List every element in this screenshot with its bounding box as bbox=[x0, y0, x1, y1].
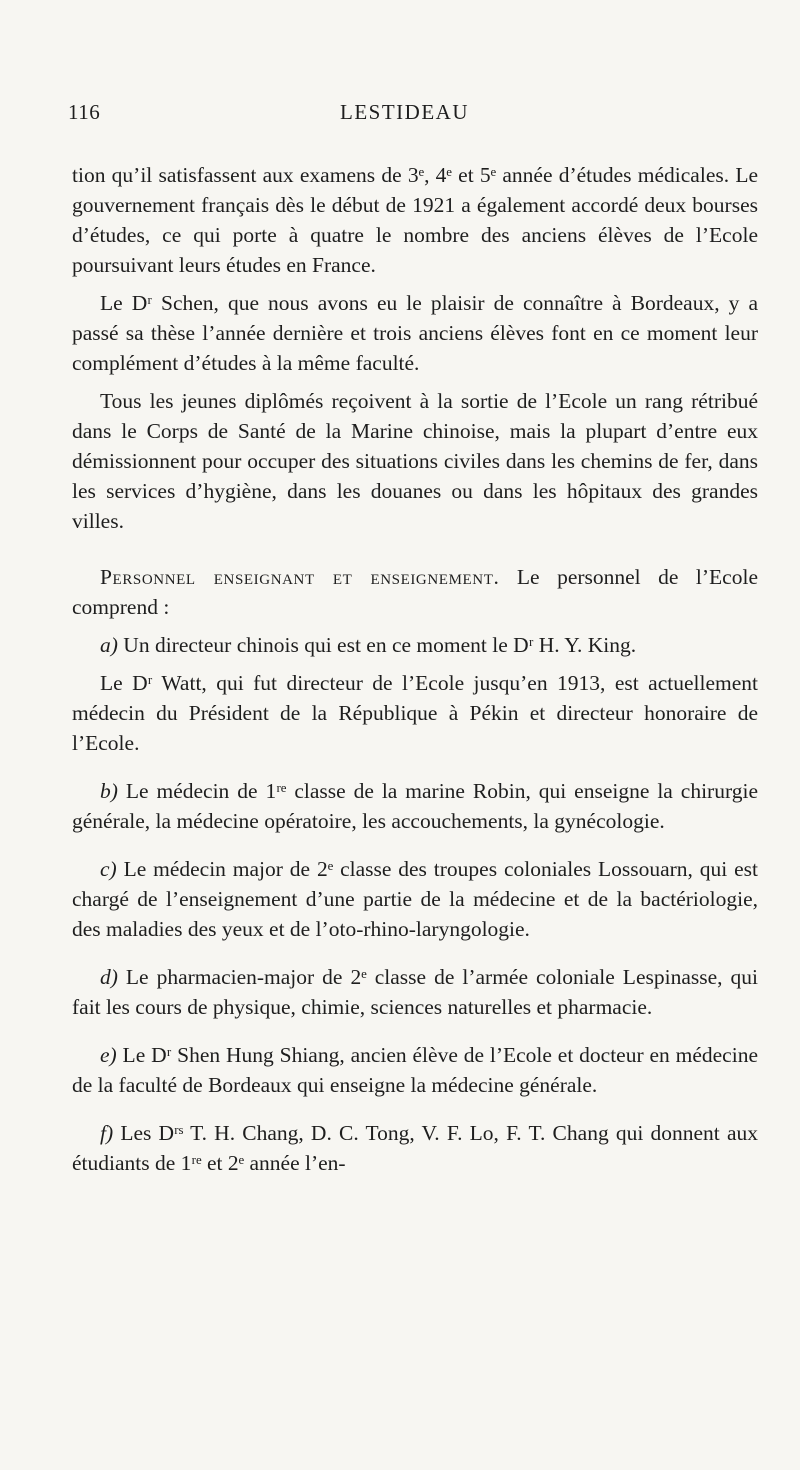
running-head bbox=[68, 100, 758, 134]
paragraph-text: Tous les jeunes diplômés reçoivent à la sortie de l’Ecole un rang rétribué dans le Corps de Santé de la Marine chinoise, mais la plupart d’entre eux démissionnent pour occuper des situations civiles dans les chemins de fer, dans les services d’hygiène, dans les douanes ou dans les hôpitaux des grandes villes. bbox=[72, 389, 758, 533]
list-item-e bbox=[72, 1040, 758, 1100]
list-item-a bbox=[72, 630, 758, 660]
item-text: Le médecin major de 2ᵉ classe des troupes coloniales Lossouarn, qui est chargé de l’enseignement d’une partie de la médecine et de la bactériologie, des maladies des yeux et de l’oto-rhino-laryngologie. bbox=[72, 857, 758, 941]
item-label: a) bbox=[100, 633, 118, 657]
list-item-c bbox=[72, 854, 758, 944]
body-text bbox=[72, 160, 758, 1196]
item-label: c) bbox=[100, 857, 117, 881]
page-number: 116 bbox=[68, 100, 101, 124]
paragraph-dr-schen bbox=[72, 288, 758, 378]
item-text: Un directeur chinois qui est en ce moment le Dʳ H. Y. King. bbox=[117, 633, 637, 657]
paragraph-dr-watt bbox=[72, 668, 758, 758]
list-item-b bbox=[72, 776, 758, 836]
paragraph-text: tion qu’il satisfassent aux examens de 3ᵉ, 4ᵉ et 5ᵉ année d’études médicales. Le gouvernement français dès le début de 1921 a également accordé deux bourses d’études, ce qui porte à quatre le nombre des anciens élèves de l’Ecole poursuivant leurs études en France. bbox=[72, 163, 758, 277]
item-text: Le Dʳ Shen Hung Shiang, ancien élève de l’Ecole et docteur en médecine de la faculté de Bordeaux qui enseigne la médecine générale. bbox=[72, 1043, 758, 1097]
paragraph-text: Le Dʳ Schen, que nous avons eu le plaisir de connaître à Bordeaux, y a passé sa thèse l’année dernière et trois anciens élèves font en ce moment leur complément d’études à la même faculté. bbox=[72, 291, 758, 375]
paragraph-text: Le Dʳ Watt, qui fut directeur de l’Ecole jusqu’en 1913, est actuellement médecin du Président de la République à Pékin et directeur honoraire de l’Ecole. bbox=[72, 671, 758, 755]
item-text: Le pharmacien-major de 2ᵉ classe de l’armée coloniale Lespinasse, qui fait les cours de physique, chimie, sciences naturelles et pharmacie. bbox=[72, 965, 758, 1019]
item-text: Le médecin de 1ʳᵉ classe de la marine Robin, qui enseigne la chirurgie générale, la médecine opératoire, les accouchements, la gynécologie. bbox=[72, 779, 758, 833]
item-label: e) bbox=[100, 1043, 117, 1067]
list-item-d bbox=[72, 962, 758, 1022]
paragraph-graduates bbox=[72, 386, 758, 536]
paragraph-text: Le personnel de l’Ecole comprend : bbox=[72, 565, 758, 619]
list-item-f bbox=[72, 1118, 758, 1178]
paragraph-continuation bbox=[72, 160, 758, 280]
item-label: b) bbox=[100, 779, 118, 803]
running-title: LESTIDEAU bbox=[340, 100, 469, 124]
section-heading: Personnel enseignant et enseignement. bbox=[100, 565, 500, 589]
item-label: d) bbox=[100, 965, 118, 989]
item-text: Les Dʳˢ T. H. Chang, D. C. Tong, V. F. Lo, F. T. Chang qui donnent aux étudiants de 1ʳᵉ et 2ᵉ année l’en- bbox=[72, 1121, 758, 1175]
item-label: f) bbox=[100, 1121, 114, 1145]
paragraph-section-staff bbox=[72, 562, 758, 622]
